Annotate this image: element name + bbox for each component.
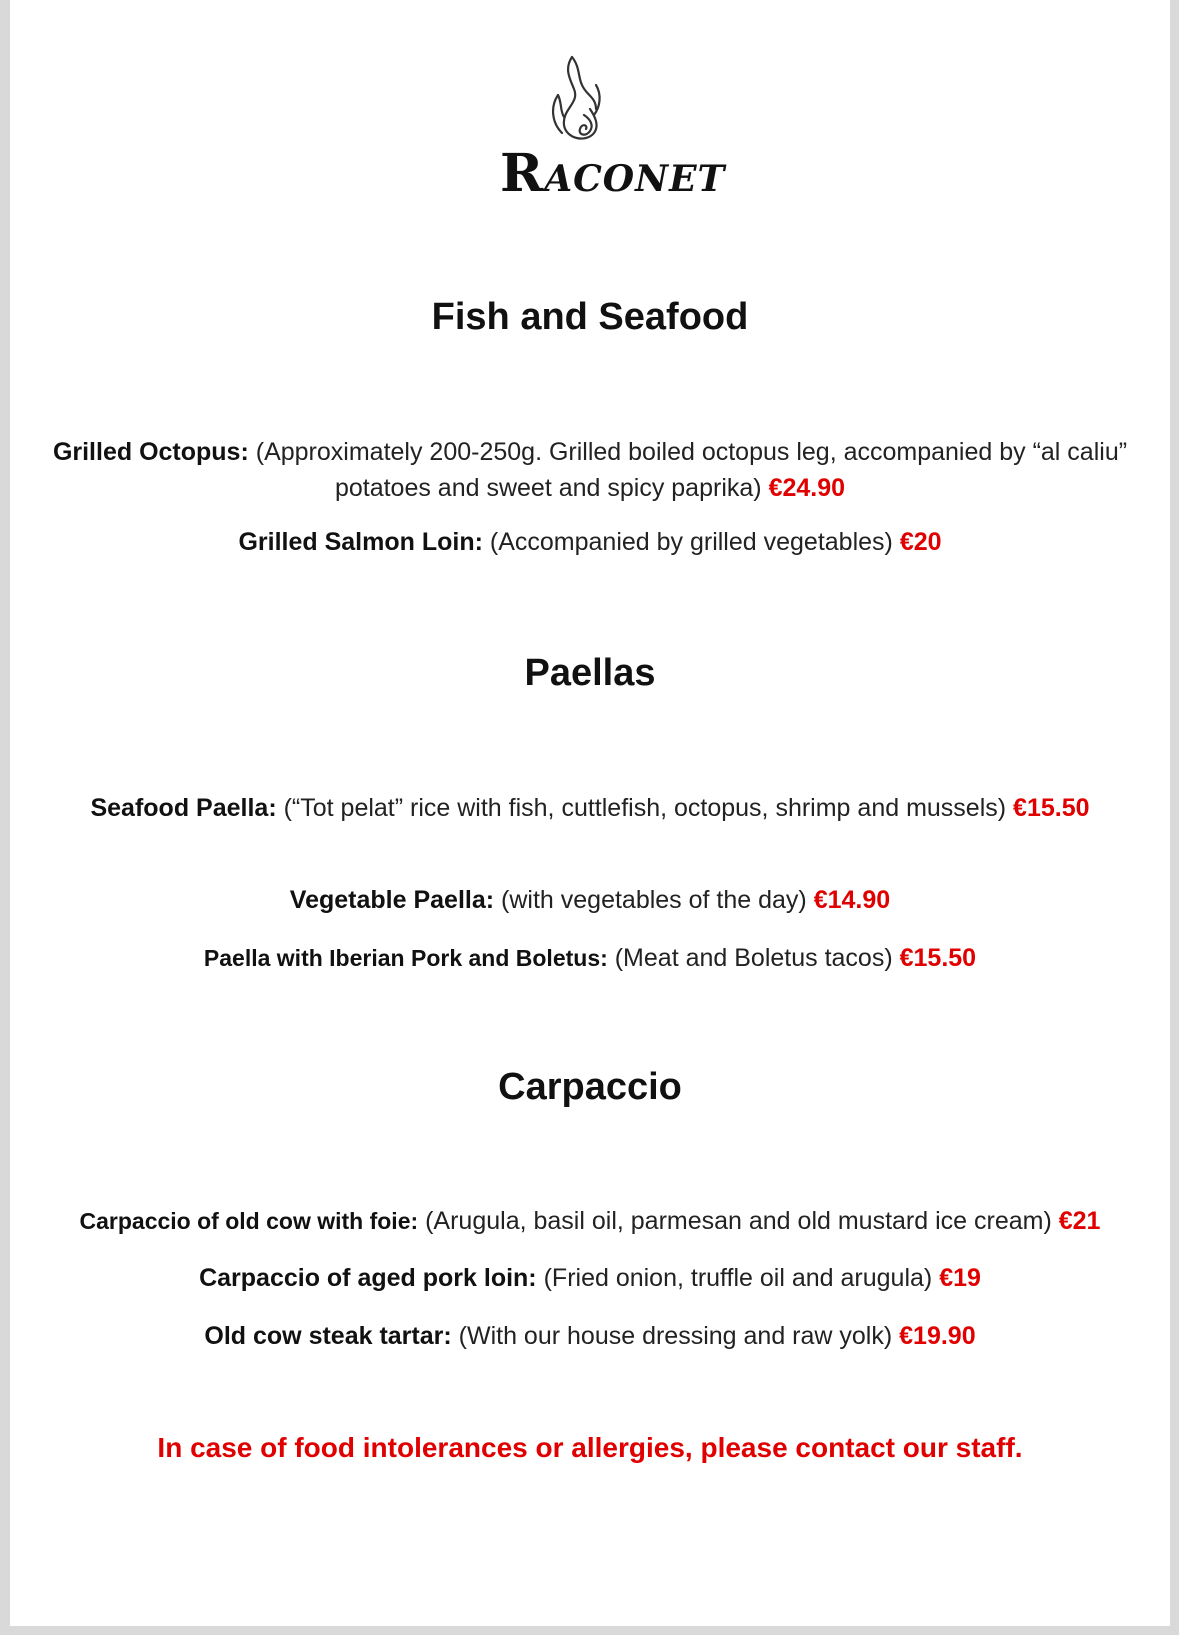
allergy-notice: In case of food intolerances or allergies, please contact our staff. <box>157 1432 1023 1463</box>
menu-item-name: Grilled Salmon Loin: <box>238 528 483 556</box>
menu-item-price: €24.90 <box>768 474 846 502</box>
menu-item-price: €19 <box>939 1264 981 1292</box>
menu-item-price: €15.50 <box>899 944 977 972</box>
menu-item-description: (with vegetables of the day) <box>501 886 807 914</box>
menu-item-grilled-salmon-loin <box>50 524 1130 560</box>
logo-wordmark-initial: R <box>500 143 545 204</box>
menu-item-price: €20 <box>899 528 942 556</box>
restaurant-logo <box>500 55 726 205</box>
menu-item-seafood-paella <box>50 790 1130 826</box>
menu-item-vegetable-paella <box>50 882 1130 918</box>
menu-item-paella-iberian-pork-boletus <box>50 940 1130 976</box>
menu-page <box>10 0 1170 1626</box>
menu-item-name: Grilled Octopus: <box>52 438 249 466</box>
logo-wordmark-rest: ACONET <box>544 158 726 200</box>
menu-item-description: (Meat and Boletus tacos) <box>614 944 893 972</box>
logo-wordmark <box>500 143 726 204</box>
menu-item-description: (“Tot pelat” rice with fish, cuttlefish, octopus, shrimp and mussels) <box>283 794 1007 822</box>
menu-item-price: €21 <box>1058 1207 1101 1235</box>
menu-item-description: (Approximately 200-250g. Grilled boiled octopus leg, accompanied by “al caliu” potatoes and sweet and spicy paprika) <box>255 438 1128 502</box>
menu-item-description: (Accompanied by grilled vegetables) <box>489 528 893 556</box>
menu-item-description: (With our house dressing and raw yolk) <box>458 1322 893 1350</box>
menu-item-name: Vegetable Paella: <box>289 886 495 914</box>
menu-item-name: Old cow steak tartar: <box>204 1322 452 1350</box>
section-title-carpaccio: Carpaccio <box>498 1066 682 1108</box>
menu-item-price: €14.90 <box>813 886 891 914</box>
section-title-paellas: Paellas <box>524 652 656 694</box>
section-title-fish-and-seafood: Fish and Seafood <box>431 296 749 338</box>
menu-item-description: (Fried onion, truffle oil and arugula) <box>543 1264 933 1292</box>
menu-item-name: Seafood Paella: <box>90 794 277 822</box>
flame-icon <box>500 55 700 145</box>
menu-item-description: (Arugula, basil oil, parmesan and old mustard ice cream) <box>425 1207 1052 1235</box>
menu-item-name: Carpaccio of old cow with foie: <box>79 1208 419 1234</box>
menu-item-price: €19.90 <box>899 1322 976 1350</box>
menu-item-carpaccio-old-cow-foie <box>50 1203 1130 1239</box>
menu-item-price: €15.50 <box>1013 794 1090 822</box>
menu-item-grilled-octopus <box>50 434 1130 506</box>
menu-item-name: Carpaccio of aged pork loin: <box>199 1264 537 1292</box>
menu-item-carpaccio-aged-pork-loin <box>50 1260 1130 1296</box>
menu-item-old-cow-steak-tartar <box>50 1318 1130 1354</box>
menu-item-name: Paella with Iberian Pork and Boletus: <box>203 945 608 971</box>
